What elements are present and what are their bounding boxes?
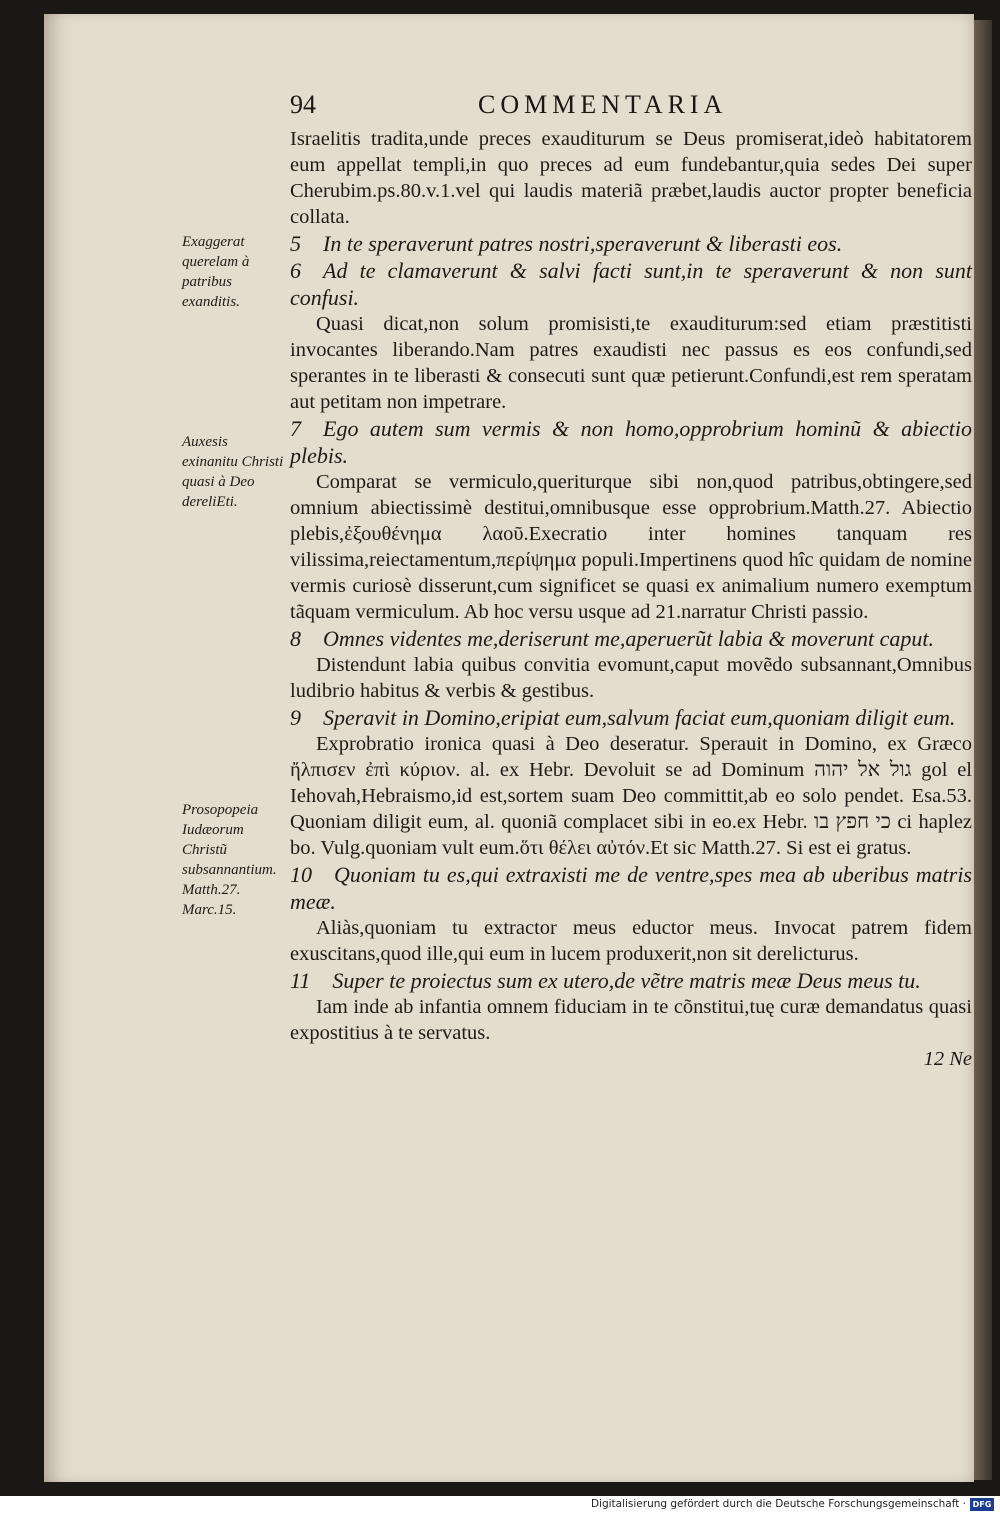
running-head — [0, 90, 1000, 130]
paragraph: Comparat se vermiculo,queriturque sibi non,quod patribus,obtingere,sed omnium abiectissimè destitui,omnibusque esse opprobrium.Matth.27. Abiectio plebis,ἐξουθένημα λαοῦ.Execratio inter homines tanquam res vilissima,reiectamentum,περίψημα populi.Impertinens quod hîc quidam de nomine vermis curiosè disserunt,cum significet se quasi ex animalium numero exemptum tãquam vermiculum. Ab hoc versu usque ad 21.narratur Christi passio. — [290, 471, 972, 623]
paragraph: Iam inde ab infantia omnem fiduciam in te cõnstitui,tuę curæ demandatus quasi expostitius à te servatus. — [290, 996, 972, 1044]
verse-text: Ad te clamaverunt & salvi facti sunt,in te speraverunt & non sunt confusi. — [290, 258, 972, 310]
verse-text: Omnes videntes me,deriserunt me,aperuerũt labia & moverunt caput. — [323, 626, 934, 651]
verse-number: 10 — [290, 862, 312, 887]
verse-7 — [290, 415, 972, 469]
verse-6 — [290, 257, 972, 311]
catchword: 12 Ne — [923, 1048, 972, 1070]
verse-text: In te speraverunt patres nostri,speraverunt & liberasti eos. — [323, 231, 843, 256]
running-title: COMMENTARIA — [478, 90, 728, 119]
paragraph: Exprobratio ironica quasi à Deo deseratur. Sperauit in Domino, ex Græco ἤλπισεν ἐπὶ κύριον. al. ex Hebr. Devoluit se ad Dominum גול אל יהוה gol el Iehovah,Hebraismo,id est,sortem suam Deo committit,ab eo solo pendet. Esa.53. Quoniam diligit eum, al. quoniã complacet sibi in eo.ex Hebr. כי חפץ בו ci haplez bo. Vulg.quoniam vult eum.ὅτι θέλει αὐτόν.Et sic Matth.27. Si est ei gratus. — [290, 733, 973, 859]
verse-number: 8 — [290, 626, 301, 651]
verse-number: 11 — [290, 968, 311, 993]
catchword-line — [290, 1046, 972, 1072]
margin-note-3: Prosopopeia Iudæorum Christũ subsannantium. Matth.27. Marc.15. — [182, 802, 277, 918]
verse-text: Super te proiectus sum ex utero,de vẽtre matris meæ Deus meus tu. — [332, 968, 921, 993]
footer-bar — [0, 1496, 1000, 1514]
verse-8 — [290, 625, 972, 652]
verse-text: Speravit in Domino,eripiat eum,salvum faciat eum,quoniam diligit eum. — [323, 705, 956, 730]
dfg-logo-icon: DFG — [970, 1498, 994, 1511]
verse-text: Quoniam tu es,qui extraxisti me de ventre,spes mea ab uberibus matris meæ. — [290, 862, 972, 914]
paragraph: Quasi dicat,non solum promisisti,te exauditurum:sed etiam præstitisti invocantes liberando.Nam patres exaudisti nec passus es eos confundi,sed sperantes in te liberasti & consecuti sunt quæ petierunt.Confundi,est rem speratam aut petitam non impetrare. — [290, 313, 972, 413]
funding-notice: Digitalisierung gefördert durch die Deutsche Forschungsgemeinschaft · — [590, 1498, 966, 1510]
verse-text: Ego autem sum vermis & non homo,opprobrium hominũ & abiectio plebis. — [290, 416, 972, 468]
verse-number: 9 — [290, 705, 301, 730]
margin-note-1: Exaggerat querelam à patribus exanditis. — [182, 234, 250, 310]
paragraph: Distendunt labia quibus convitia evomunt,caput movẽdo subsannant,Omnibus ludibrio habitus & verbis & gestibus. — [290, 654, 972, 702]
verse-10 — [290, 861, 972, 915]
page-edge — [974, 20, 992, 1480]
page-number: 94 — [290, 90, 316, 119]
verse-9 — [290, 704, 972, 731]
verse-5 — [290, 230, 972, 257]
verse-number: 5 — [290, 231, 301, 256]
verse-11 — [290, 967, 972, 994]
main-text — [290, 126, 972, 1072]
margin-note-2: Auxesis exinanitu Christi quasi à Deo dereliEti. — [182, 434, 284, 510]
paragraph: Aliàs,quoniam tu extractor meus eductor meus. Invocat patrem fidem exuscitans,quod ille,qui eum in lucem produxerit,non sit derelicturus. — [290, 917, 972, 965]
verse-number: 6 — [290, 258, 301, 283]
verse-number: 7 — [290, 416, 301, 441]
paragraph: Israelitis tradita,unde preces exauditurum se Deus promiserat,ideò habitatorem eum appellat templi,in quo preces ad eum fundebantur,quia sedes Dei super Cherubim.ps.80.v.1.vel qui laudis materiã præbet,laudis auctor propter beneficia collata. — [290, 128, 972, 228]
